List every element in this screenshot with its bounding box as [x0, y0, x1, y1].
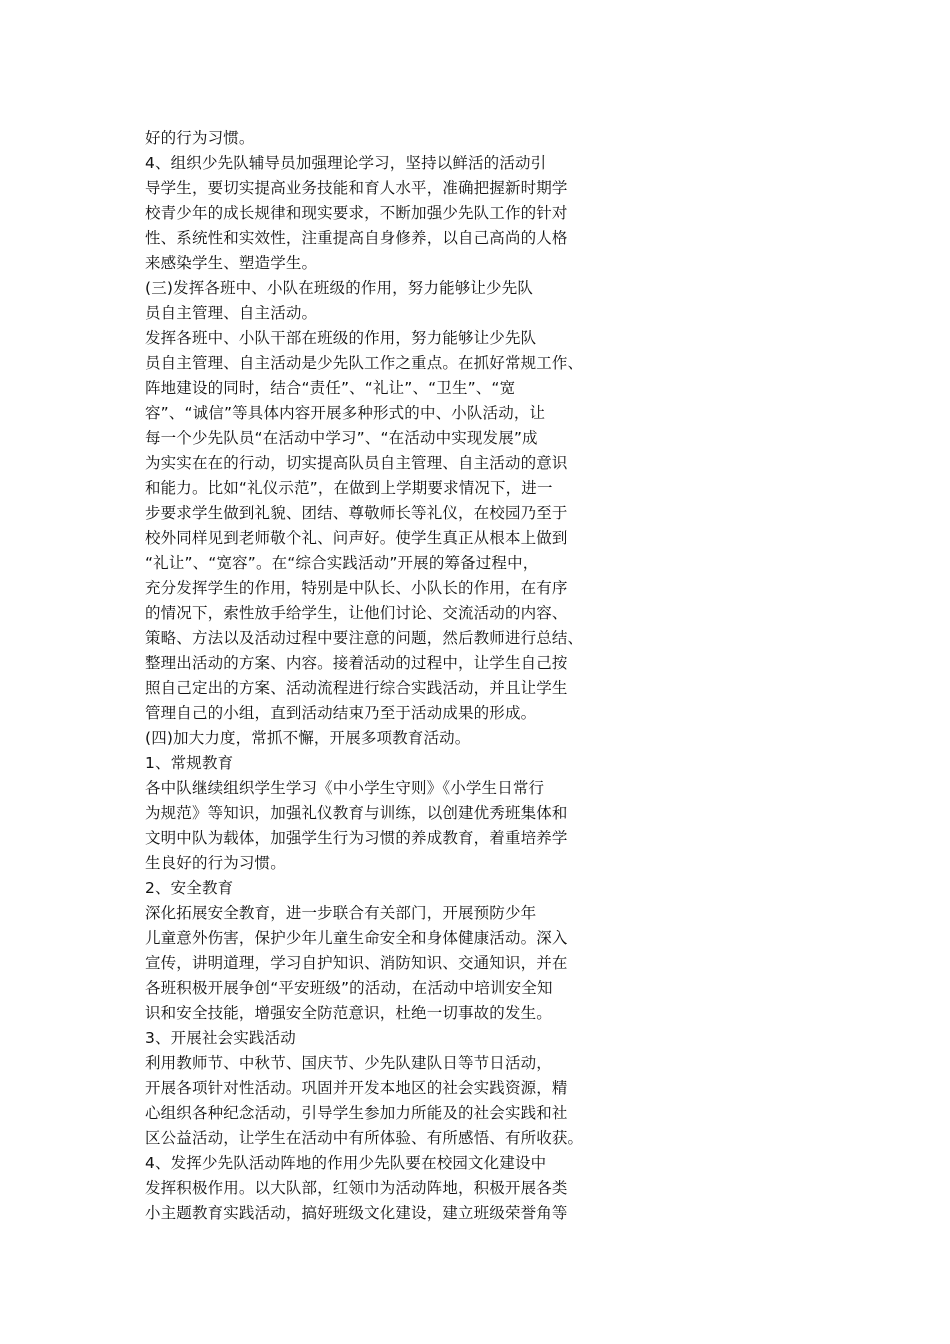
- text-line: 每一个少先队员“在活动中学习”、“在活动中实现发展”成: [145, 429, 538, 447]
- text-line: 各班积极开展争创“平安班级”的活动，在活动中培训安全知: [145, 979, 553, 997]
- text-line: 深化拓展安全教育，进一步联合有关部门，开展预防少年: [145, 904, 537, 922]
- text-line: (四)加大力度，常抓不懈，开展多项教育活动。: [145, 729, 471, 747]
- text-line: 充分发挥学生的作用，特别是中队长、小队长的作用，在有序: [145, 579, 568, 597]
- text-line: 员自主管理、自主活动。: [145, 304, 318, 322]
- text-line: 阵地建设的同时，结合“责任”、“礼让”、“卫生”、“宽: [145, 379, 516, 397]
- text-line: 员自主管理、自主活动是少先队工作之重点。在抓好常规工作、: [145, 354, 584, 372]
- text-line: 发挥积极作用。以大队部，红领巾为活动阵地，积极开展各类: [145, 1179, 568, 1197]
- text-line: 好的行为习惯。: [145, 129, 255, 147]
- text-line: 校外同样见到老师敬个礼、问声好。使学生真正从根本上做到: [145, 529, 568, 547]
- text-line: 识和安全技能，增强安全防范意识，杜绝一切事故的发生。: [145, 1004, 552, 1022]
- text-line: 步要求学生做到礼貌、团结、尊敬师长等礼仪，在校园乃至于: [145, 504, 568, 522]
- text-line: 开展各项针对性活动。巩固并开发本地区的社会实践资源，精: [145, 1079, 568, 1097]
- text-line: 小主题教育实践活动，搞好班级文化建设，建立班级荣誉角等: [145, 1204, 568, 1222]
- text-line: 心组织各种纪念活动，引导学生参加力所能及的社会实践和社: [145, 1104, 568, 1122]
- text-line: 4、组织少先队辅导员加强理论学习，坚持以鲜活的活动引: [145, 154, 547, 172]
- text-line: 区公益活动，让学生在活动中有所体验、有所感悟、有所收获。: [145, 1129, 584, 1147]
- text-line: 宣传，讲明道理，学习自护知识、消防知识、交通知识，并在: [145, 954, 568, 972]
- text-line: “礼让”、“宽容”。在“综合实践活动”开展的筹备过程中，: [145, 554, 539, 572]
- text-line: 为规范》等知识，加强礼仪教育与训练，以创建优秀班集体和: [145, 804, 568, 822]
- text-line: 性、系统性和实效性，注重提高自身修养，以自己高尚的人格: [145, 229, 568, 247]
- text-line: 和能力。比如“礼仪示范”，在做到上学期要求情况下，进一: [145, 479, 553, 497]
- text-line: 为实实在在的行动，切实提高队员自主管理、自主活动的意识: [145, 454, 568, 472]
- text-line: 的情况下，索性放手给学生，让他们讨论、交流活动的内容、: [145, 604, 568, 622]
- text-line: 利用教师节、中秋节、国庆节、少先队建队日等节日活动，: [145, 1054, 552, 1072]
- text-line: 各中队继续组织学生学习《中小学生守则》《小学生日常行: [145, 779, 545, 797]
- text-line: 儿童意外伤害，保护少年儿童生命安全和身体健康活动。深入: [145, 929, 568, 947]
- text-line: 校青少年的成长规律和现实要求，不断加强少先队工作的针对: [145, 204, 568, 222]
- text-line: 文明中队为载体，加强学生行为习惯的养成教育，着重培养学: [145, 829, 568, 847]
- text-line: 容”、“诚信”等具体内容开展多种形式的中、小队活动，让: [145, 404, 546, 422]
- text-line: 生良好的行为习惯。: [145, 854, 286, 872]
- text-line: 照自己定出的方案、活动流程进行综合实践活动，并且让学生: [145, 679, 568, 697]
- text-line: 整理出活动的方案、内容。接着活动的过程中，让学生自己按: [145, 654, 568, 672]
- text-line: 策略、方法以及活动过程中要注意的问题，然后教师进行总结、: [145, 629, 584, 647]
- text-line: 2、安全教育: [145, 879, 234, 897]
- text-line: 导学生，要切实提高业务技能和育人水平，准确把握新时期学: [145, 179, 568, 197]
- text-line: 3、开展社会实践活动: [145, 1029, 296, 1047]
- text-line: 发挥各班中、小队干部在班级的作用，努力能够让少先队: [145, 329, 537, 347]
- text-line: (三)发挥各班中、小队在班级的作用，努力能够让少先队: [145, 279, 533, 297]
- text-line: 来感染学生、塑造学生。: [145, 254, 318, 272]
- document-body: [145, 126, 625, 1226]
- text-line: 4、发挥少先队活动阵地的作用少先队要在校园文化建设中: [145, 1154, 547, 1172]
- text-line: 管理自己的小组，直到活动结束乃至于活动成果的形成。: [145, 704, 537, 722]
- text-line: 1、常规教育: [145, 754, 234, 772]
